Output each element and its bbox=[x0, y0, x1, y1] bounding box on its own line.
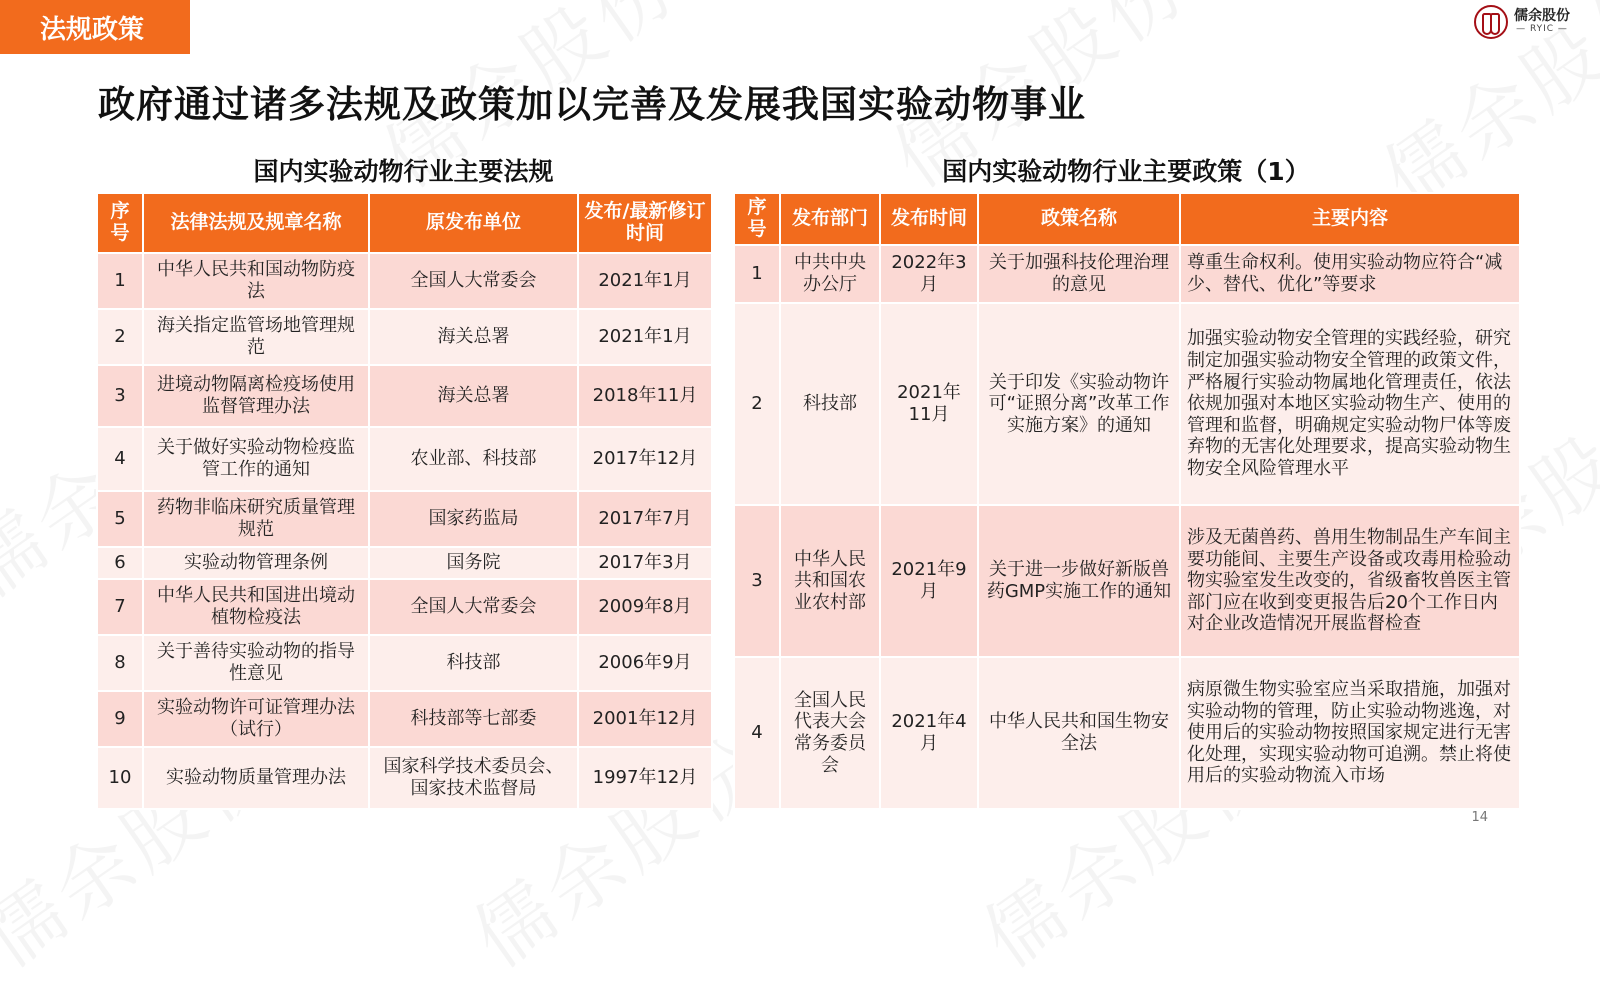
policy-name: 关于加强科技伦理治理的意见 bbox=[978, 245, 1180, 303]
law-name: 海关指定监管场地管理规范 bbox=[143, 309, 369, 365]
policies-table bbox=[733, 192, 1521, 810]
policy-no: 1 bbox=[734, 245, 780, 303]
policy-date: 2021年9月 bbox=[880, 505, 978, 657]
law-date: 2018年11月 bbox=[578, 365, 712, 427]
policy-dept: 中华人民共和国农业农村部 bbox=[780, 505, 880, 657]
table-row bbox=[97, 547, 712, 579]
policy-name: 中华人民共和国生物安全法 bbox=[978, 657, 1180, 809]
laws-header-date: 发布/最新修订时间 bbox=[578, 193, 712, 253]
page-title: 政府通过诸多法规及政策加以完善及发展我国实验动物事业 bbox=[98, 83, 1086, 126]
logo-mark-icon bbox=[1474, 5, 1508, 39]
laws-table-title: 国内实验动物行业主要法规 bbox=[253, 157, 554, 186]
company-logo bbox=[1474, 4, 1586, 40]
law-name: 实验动物管理条例 bbox=[143, 547, 369, 579]
law-no: 1 bbox=[97, 253, 143, 309]
law-date: 2021年1月 bbox=[578, 309, 712, 365]
law-no: 8 bbox=[97, 635, 143, 691]
policies-header-no: 序号 bbox=[734, 193, 780, 245]
law-name: 实验动物质量管理办法 bbox=[143, 747, 369, 809]
law-no: 3 bbox=[97, 365, 143, 427]
policy-dept: 全国人民代表大会常务委员会 bbox=[780, 657, 880, 809]
policy-content: 加强实验动物安全管理的实践经验，研究制定加强实验动物安全管理的政策文件，严格履行实验动物属地化管理责任，依法依规加强对本地区实验动物生产、使用的管理和监督，明确规定实验动物尸体等废弃物的无害化处理要求，提高实验动物生物安全风险管理水平 bbox=[1180, 303, 1520, 505]
table-row bbox=[97, 747, 712, 809]
table-row bbox=[97, 427, 712, 491]
law-date: 2017年7月 bbox=[578, 491, 712, 547]
table-row bbox=[97, 635, 712, 691]
policies-table-title: 国内实验动物行业主要政策（1） bbox=[942, 157, 1310, 186]
law-no: 2 bbox=[97, 309, 143, 365]
policy-dept: 科技部 bbox=[780, 303, 880, 505]
logo-name-cn: 儒余股份 bbox=[1514, 8, 1570, 25]
law-name: 药物非临床研究质量管理规范 bbox=[143, 491, 369, 547]
table-row bbox=[97, 491, 712, 547]
law-date: 2021年1月 bbox=[578, 253, 712, 309]
law-date: 2001年12月 bbox=[578, 691, 712, 747]
policies-header-row bbox=[734, 193, 1520, 245]
law-date: 2006年9月 bbox=[578, 635, 712, 691]
law-issuer: 科技部等七部委 bbox=[369, 691, 578, 747]
law-issuer: 国务院 bbox=[369, 547, 578, 579]
table-row bbox=[97, 309, 712, 365]
policies-header-content: 主要内容 bbox=[1180, 193, 1520, 245]
table-row bbox=[734, 245, 1520, 303]
law-issuer: 国家科学技术委员会、国家技术监督局 bbox=[369, 747, 578, 809]
law-no: 6 bbox=[97, 547, 143, 579]
table-row bbox=[734, 303, 1520, 505]
law-no: 9 bbox=[97, 691, 143, 747]
policy-no: 2 bbox=[734, 303, 780, 505]
laws-table bbox=[96, 192, 713, 810]
policy-no: 3 bbox=[734, 505, 780, 657]
policy-content: 尊重生命权利。使用实验动物应符合“减少、替代、优化”等要求 bbox=[1180, 245, 1520, 303]
law-no: 5 bbox=[97, 491, 143, 547]
law-date: 1997年12月 bbox=[578, 747, 712, 809]
law-issuer: 全国人大常委会 bbox=[369, 579, 578, 635]
law-issuer: 海关总署 bbox=[369, 309, 578, 365]
logo-name-en: — RYIC — bbox=[1516, 23, 1568, 34]
policy-content: 病原微生物实验室应当采取措施，加强对实验动物的管理，防止实验动物逃逸，对使用后的实验动物按照国家规定进行无害化处理，实现实验动物可追溯。禁止将使用后的实验动物流入市场 bbox=[1180, 657, 1520, 809]
law-no: 4 bbox=[97, 427, 143, 491]
table-row bbox=[734, 505, 1520, 657]
table-row bbox=[97, 365, 712, 427]
law-issuer: 农业部、科技部 bbox=[369, 427, 578, 491]
law-issuer: 全国人大常委会 bbox=[369, 253, 578, 309]
policy-date: 2021年11月 bbox=[880, 303, 978, 505]
law-no: 10 bbox=[97, 747, 143, 809]
law-name: 实验动物许可证管理办法（试行） bbox=[143, 691, 369, 747]
section-tag: 法规政策 bbox=[0, 0, 190, 54]
laws-header-name: 法律法规及规章名称 bbox=[143, 193, 369, 253]
law-date: 2017年3月 bbox=[578, 547, 712, 579]
table-row bbox=[734, 657, 1520, 809]
law-issuer: 海关总署 bbox=[369, 365, 578, 427]
law-name: 关于善待实验动物的指导性意见 bbox=[143, 635, 369, 691]
law-no: 7 bbox=[97, 579, 143, 635]
law-issuer: 国家药监局 bbox=[369, 491, 578, 547]
table-row bbox=[97, 253, 712, 309]
law-issuer: 科技部 bbox=[369, 635, 578, 691]
law-date: 2017年12月 bbox=[578, 427, 712, 491]
policy-name: 关于印发《实验动物许可“证照分离”改革工作实施方案》的通知 bbox=[978, 303, 1180, 505]
table-row bbox=[97, 691, 712, 747]
table-row bbox=[97, 579, 712, 635]
policy-dept: 中共中央办公厅 bbox=[780, 245, 880, 303]
policy-date: 2021年4月 bbox=[880, 657, 978, 809]
policy-date: 2022年3月 bbox=[880, 245, 978, 303]
policies-header-name: 政策名称 bbox=[978, 193, 1180, 245]
law-name: 关于做好实验动物检疫监管工作的通知 bbox=[143, 427, 369, 491]
policy-content: 涉及无菌兽药、兽用生物制品生产车间主要功能间、主要生产设备或攻毒用检验动物实验室发生改变的，省级畜牧兽医主管部门应在收到变更报告后20个工作日内对企业改造情况开展监督检查 bbox=[1180, 505, 1520, 657]
policy-no: 4 bbox=[734, 657, 780, 809]
laws-header-row bbox=[97, 193, 712, 253]
laws-header-no: 序号 bbox=[97, 193, 143, 253]
law-date: 2009年8月 bbox=[578, 579, 712, 635]
logo-text bbox=[1514, 9, 1570, 34]
laws-header-issuer: 原发布单位 bbox=[369, 193, 578, 253]
policies-header-date: 发布时间 bbox=[880, 193, 978, 245]
law-name: 进境动物隔离检疫场使用监督管理办法 bbox=[143, 365, 369, 427]
policies-header-dept: 发布部门 bbox=[780, 193, 880, 245]
law-name: 中华人民共和国进出境动植物检疫法 bbox=[143, 579, 369, 635]
page-number: 14 bbox=[1471, 810, 1488, 825]
policy-name: 关于进一步做好新版兽药GMP实施工作的通知 bbox=[978, 505, 1180, 657]
law-name: 中华人民共和国动物防疫法 bbox=[143, 253, 369, 309]
